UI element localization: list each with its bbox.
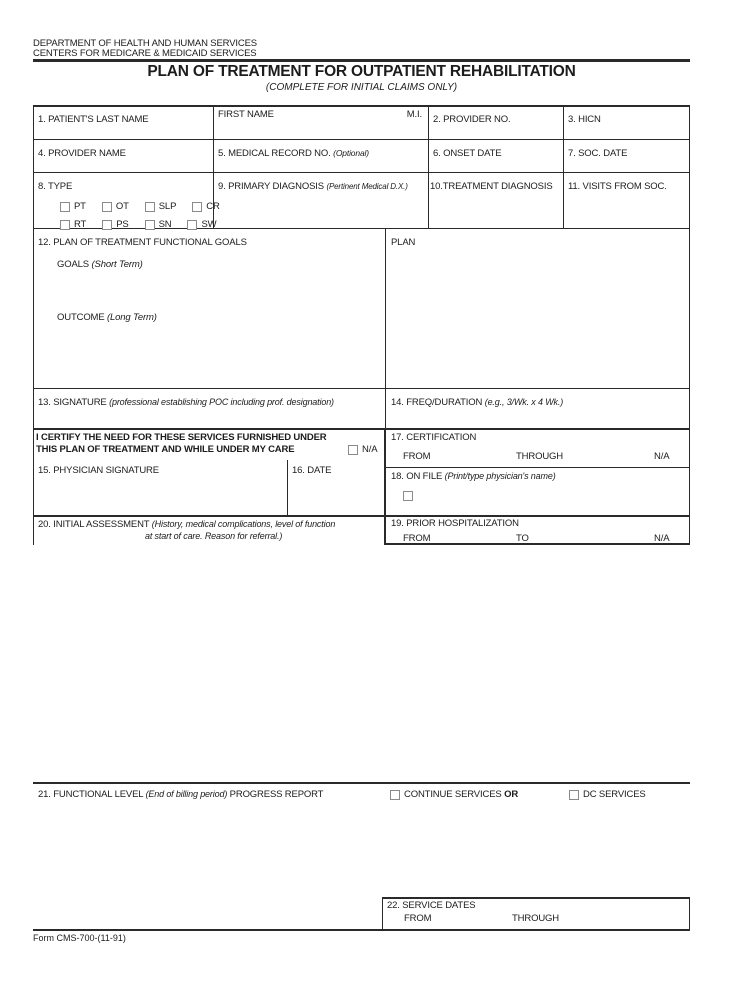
cr-checkbox[interactable] [192,202,202,212]
na-label: N/A [362,444,378,455]
field-certification[interactable] [385,428,690,467]
visits-from-soc-label: 11. VISITS FROM SOC. [568,181,667,192]
header-rule [33,59,690,62]
field-soc-date[interactable] [563,139,690,172]
on-file-checkbox[interactable] [403,491,413,501]
certify-statement-line-2: THIS PLAN OF TREATMENT AND WHILE UNDER MY CARE [36,444,295,455]
na-checkbox[interactable] [348,445,358,455]
medical-record-no-label: 5. MEDICAL RECORD NO. (Optional) [218,148,369,159]
prior-hospitalization-na-label: N/A [654,533,670,544]
field-primary-diagnosis[interactable] [213,172,428,228]
field-prior-hospitalization[interactable] [385,515,690,544]
prior-hospitalization-label: 19. PRIOR HOSPITALIZATION [391,518,519,529]
field-medical-record-no[interactable] [213,139,428,172]
certification-from-label: FROM [403,451,431,462]
type-option-ps: PS [102,219,128,230]
functional-level-label: 21. FUNCTIONAL LEVEL (End of billing period) PROGRESS REPORT [38,789,324,800]
form-number: Form CMS-700-(11-91) [33,933,126,943]
field-provider-no[interactable] [428,105,563,139]
form-title: PLAN OF TREATMENT FOR OUTPATIENT REHABILITATION [147,63,576,80]
first-name-label: FIRST NAME [218,109,274,120]
field-onset-date[interactable] [428,139,563,172]
certify-statement-line-1: I CERTIFY THE NEED FOR THESE SERVICES FURNISHED UNDER [36,432,327,443]
dc-services-label: DC SERVICES [583,789,646,800]
type-option-cr: CR [192,201,219,212]
initial-assessment-note-1: (History, medical complications, level of function [151,519,336,529]
goals-note: (Short Term) [91,259,143,270]
on-file-label: 18. ON FILE (Print/type physician's name) [391,471,556,482]
functional-level-note: (End of billing period) [145,789,228,799]
continue-services-label: CONTINUE SERVICES OR [404,789,519,800]
plan-label: PLAN [391,237,416,248]
goals-short-term-label: GOALS (Short Term) [57,259,143,270]
type-label: 8. TYPE [38,181,73,192]
field-treatment-diagnosis[interactable] [428,172,563,228]
on-file-note: (Print/type physician's name) [444,471,556,481]
or-label: OR [504,789,519,800]
field-physician-signature-area[interactable] [33,476,287,515]
field-signature[interactable] [33,388,385,428]
type-option-sw: SW [187,219,216,230]
field-freq-duration[interactable] [385,388,690,428]
field-visits-from-soc[interactable] [563,172,690,228]
dc-services-checkbox[interactable] [569,790,579,800]
agency-line-2: CENTERS FOR MEDICARE & MEDICAID SERVICES [33,48,257,59]
type-option-sn: SN [145,219,172,230]
outcome-note: (Long Term) [107,312,157,323]
page-bottom-rule [33,929,690,931]
certification-left-block [33,428,385,515]
service-dates-from-label: FROM [404,913,432,924]
primary-diagnosis-label: 9. PRIMARY DIAGNOSIS (Pertinent Medical D.X.) [218,181,408,192]
field-type [33,172,220,230]
field-on-file[interactable] [385,467,690,515]
type-option-pt: PT [60,201,86,212]
type-option-ot: OT [102,201,129,212]
type-option-slp: SLP [145,201,177,212]
initial-assessment-label: 20. INITIAL ASSESSMENT (History, medical complications, level of function [38,519,336,530]
provider-no-label: 2. PROVIDER NO. [433,114,511,125]
prior-hospitalization-from-label: FROM [403,533,431,544]
treatment-diagnosis-label: 10.TREATMENT DIAGNOSIS [430,181,553,192]
ot-checkbox[interactable] [102,202,112,212]
field-provider-name[interactable] [33,139,213,172]
physician-signature-label: 15. PHYSICIAN SIGNATURE [38,465,159,476]
signature-note: (professional establishing POC including prof. designation) [109,397,334,407]
continue-services-checkbox[interactable] [390,790,400,800]
certification-na-label: N/A [654,451,670,462]
slp-checkbox[interactable] [145,202,155,212]
provider-name-label: 4. PROVIDER NAME [38,148,126,159]
service-dates-through-label: THROUGH [512,913,559,924]
service-dates-label: 22. SERVICE DATES [387,900,476,911]
onset-date-label: 6. ONSET DATE [433,148,502,159]
progress-report-writein-area[interactable] [33,808,690,896]
soc-date-label: 7. SOC. DATE [568,148,628,159]
initial-assessment-note-2: at start of care. Reason for referral.) [145,531,283,541]
field-patient-last-name[interactable] [33,105,213,139]
field-service-dates[interactable] [382,897,690,929]
pt-checkbox[interactable] [60,202,70,212]
field-functional-goals[interactable] [33,228,385,388]
medical-record-no-note: (Optional) [333,148,369,158]
freq-duration-note: (e.g., 3/Wk. x 4 Wk.) [484,397,564,407]
form-subtitle: (COMPLETE FOR INITIAL CLAIMS ONLY) [265,82,458,93]
primary-diagnosis-note: (Pertinent Medical D.X.) [326,182,408,191]
freq-duration-label: 14. FREQ/DURATION (e.g., 3/Wk. x 4 Wk.) [391,397,564,408]
middle-initial-label: M.I. [406,109,422,120]
initial-assessment-writein-area[interactable] [33,545,690,781]
field-initial-assessment [33,515,385,545]
field-first-name[interactable] [213,105,428,139]
certification-label: 17. CERTIFICATION [391,432,477,443]
outcome-long-term-label: OUTCOME (Long Term) [57,312,157,323]
type-option-rt: RT [60,219,86,230]
hicn-label: 3. HICN [568,114,601,125]
date-label: 16. DATE [292,465,332,476]
progress-report-row [33,784,690,806]
type-options-row-1 [60,201,220,212]
prior-hospitalization-to-label: TO [516,533,529,544]
field-hicn[interactable] [563,105,690,139]
field-date-area[interactable] [288,476,385,515]
field-plan[interactable] [385,228,690,388]
patient-last-name-label: 1. PATIENT'S LAST NAME [38,114,149,125]
certification-through-label: THROUGH [516,451,563,462]
functional-goals-label: 12. PLAN OF TREATMENT FUNCTIONAL GOALS [38,237,247,248]
agency-line-1: DEPARTMENT OF HEALTH AND HUMAN SERVICES [33,38,257,49]
signature-label: 13. SIGNATURE (professional establishing POC including prof. designation) [38,397,334,408]
